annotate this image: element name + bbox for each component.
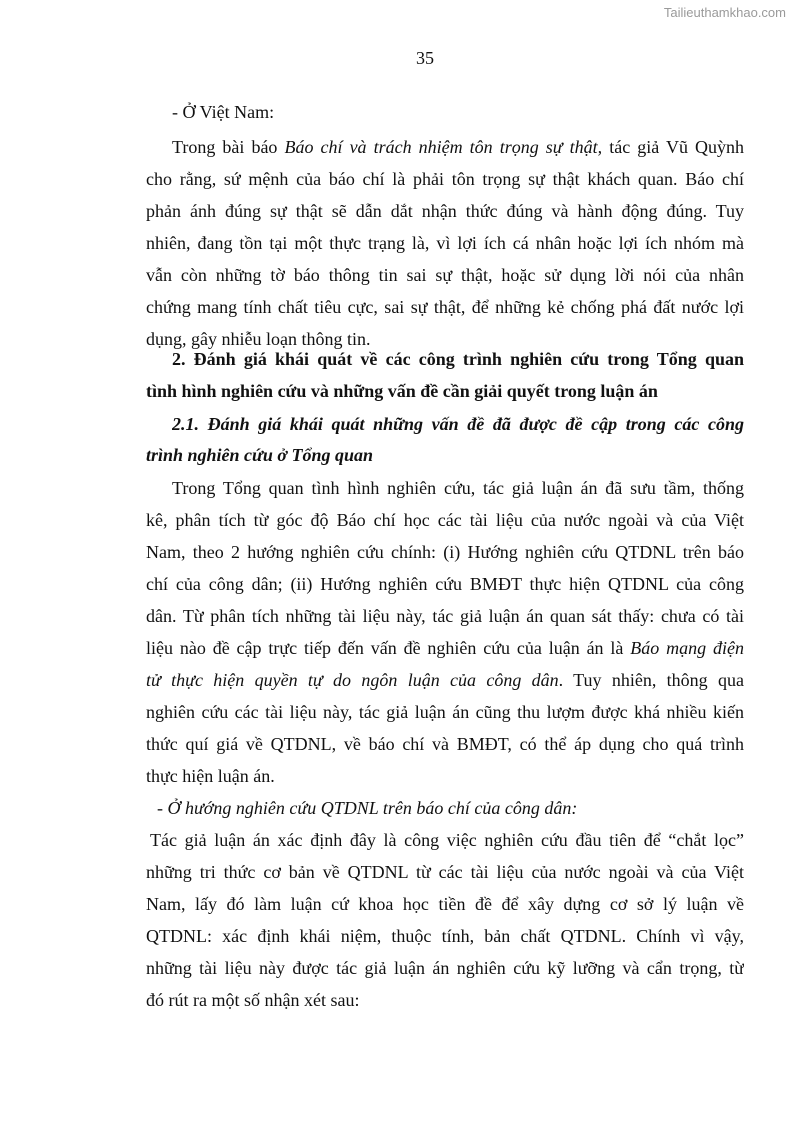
- text-line: [146, 604, 744, 628]
- text-segment: kê, phân tích từ góc độ Báo chí học các tài liệu của nước ngoài và của Việt: [146, 510, 744, 530]
- text-line: [146, 732, 744, 756]
- watermark: Tailieuthamkhao.com: [663, 5, 786, 20]
- text-line: [146, 263, 744, 287]
- text-line: [146, 231, 744, 255]
- text-segment: Tác giả luận án xác định đây là công việc nghiên cứu đầu tiên để “chắt lọc”: [150, 830, 744, 850]
- text-segment: dụng, gây nhiễu loạn thông tin.: [146, 329, 371, 349]
- text-line: [172, 412, 744, 436]
- text-segment: tình hình nghiên cứu và những vấn đề cần giải quyết trong luận án: [146, 381, 658, 401]
- text-line: [146, 668, 744, 692]
- text-segment: Báo chí và trách nhiệm tôn trọng sự thật,: [284, 137, 603, 157]
- text-line: [146, 540, 744, 564]
- text-line: [146, 892, 744, 916]
- text-line: [146, 700, 744, 724]
- text-line: [146, 167, 744, 191]
- text-line: [146, 764, 744, 788]
- text-segment: thức quí giá về QTDNL, về báo chí và BMĐT, có thể áp dụng cho quá trình: [146, 734, 744, 754]
- text-line: [172, 135, 744, 159]
- text-line: [146, 379, 744, 403]
- text-segment: nghiên cứu các tài liệu này, tác giả luận án cũng thu lượm được khá nhiều kiến: [146, 702, 744, 722]
- text-segment: Báo mạng điện: [630, 638, 744, 658]
- text-segment: - Ở hướng nghiên cứu QTDNL trên báo chí của công dân:: [157, 798, 578, 818]
- text-line: [146, 988, 744, 1012]
- text-segment: - Ở Việt Nam:: [172, 102, 275, 122]
- text-segment: tử thực hiện quyền tự do ngôn luận của công dân: [146, 670, 559, 690]
- text-segment: phản ánh đúng sự thật sẽ dẫn dắt nhận thức đúng và hành động đúng. Tuy: [146, 201, 744, 221]
- text-line: [172, 100, 744, 124]
- text-segment: 2. Đánh giá khái quát về các công trình nghiên cứu trong Tổng quan: [172, 349, 744, 369]
- page-number: 35: [416, 48, 434, 68]
- text-segment: . Tuy nhiên, thông qua: [558, 670, 744, 690]
- text-segment: đó rút ra một số nhận xét sau:: [146, 990, 360, 1010]
- text-segment: vẫn còn những tờ báo thông tin sai sự thật, hoặc sử dụng lời nói của nhân: [146, 265, 744, 285]
- text-line: [172, 347, 744, 371]
- text-segment: liệu nào đề cập trực tiếp đến vấn đề nghiên cứu của luận án là: [146, 638, 631, 658]
- text-segment: tác giả Vũ Quỳnh: [602, 137, 744, 157]
- text-segment: Nam, theo 2 hướng nghiên cứu chính: (i) Hướng nghiên cứu QTDNL trên báo: [146, 542, 744, 562]
- text-line: [146, 924, 744, 948]
- text-segment: Nam, lấy đó làm luận cứ khoa học tiền đề để xây dựng cơ sở lý luận về: [146, 894, 744, 914]
- text-segment: những tri thức cơ bản về QTDNL từ các tài liệu của nước ngoài và của Việt: [146, 862, 744, 882]
- text-line: [146, 443, 744, 467]
- text-line: [146, 572, 744, 596]
- text-segment: chí của công dân; (ii) Hướng nghiên cứu BMĐT thực hiện QTDNL của công: [146, 574, 744, 594]
- text-segment: nhiên, đang tồn tại một thực trạng là, vì lợi ích cá nhân hoặc lợi ích nhóm mà: [146, 233, 744, 253]
- text-segment: chứng mang tính chất tiêu cực, sai sự thật, để những kẻ chống phá đất nước lợi: [146, 297, 744, 317]
- text-line: [146, 295, 744, 319]
- text-line: [150, 828, 744, 852]
- text-segment: QTDNL: xác định khái niệm, thuộc tính, bản chất QTDNL. Chính vì vậy,: [146, 926, 744, 946]
- text-segment: những tài liệu này được tác giả luận án nghiên cứu kỹ lưỡng và cẩn trọng, từ: [146, 958, 744, 978]
- text-segment: dân. Từ phân tích những tài liệu này, tác giả luận án quan sát thấy: chưa có tài: [146, 606, 744, 626]
- text-line: [146, 508, 744, 532]
- text-segment: cho rằng, sứ mệnh của báo chí là phải tôn trọng sự thật khách quan. Báo chí: [146, 169, 744, 189]
- text-segment: Trong Tổng quan tình hình nghiên cứu, tác giả luận án đã sưu tầm, thống: [172, 478, 744, 498]
- text-line: [146, 956, 744, 980]
- text-line: [146, 199, 744, 223]
- text-segment: Trong bài báo: [172, 137, 285, 157]
- text-line: [146, 860, 744, 884]
- text-segment: trình nghiên cứu ở Tổng quan: [146, 445, 374, 465]
- text-segment: 2.1. Đánh giá khái quát những vấn đề đã được đề cập trong các công: [172, 414, 744, 434]
- text-line: [157, 796, 744, 820]
- text-line: [146, 636, 744, 660]
- text-line: [172, 476, 744, 500]
- text-segment: thực hiện luận án.: [146, 766, 275, 786]
